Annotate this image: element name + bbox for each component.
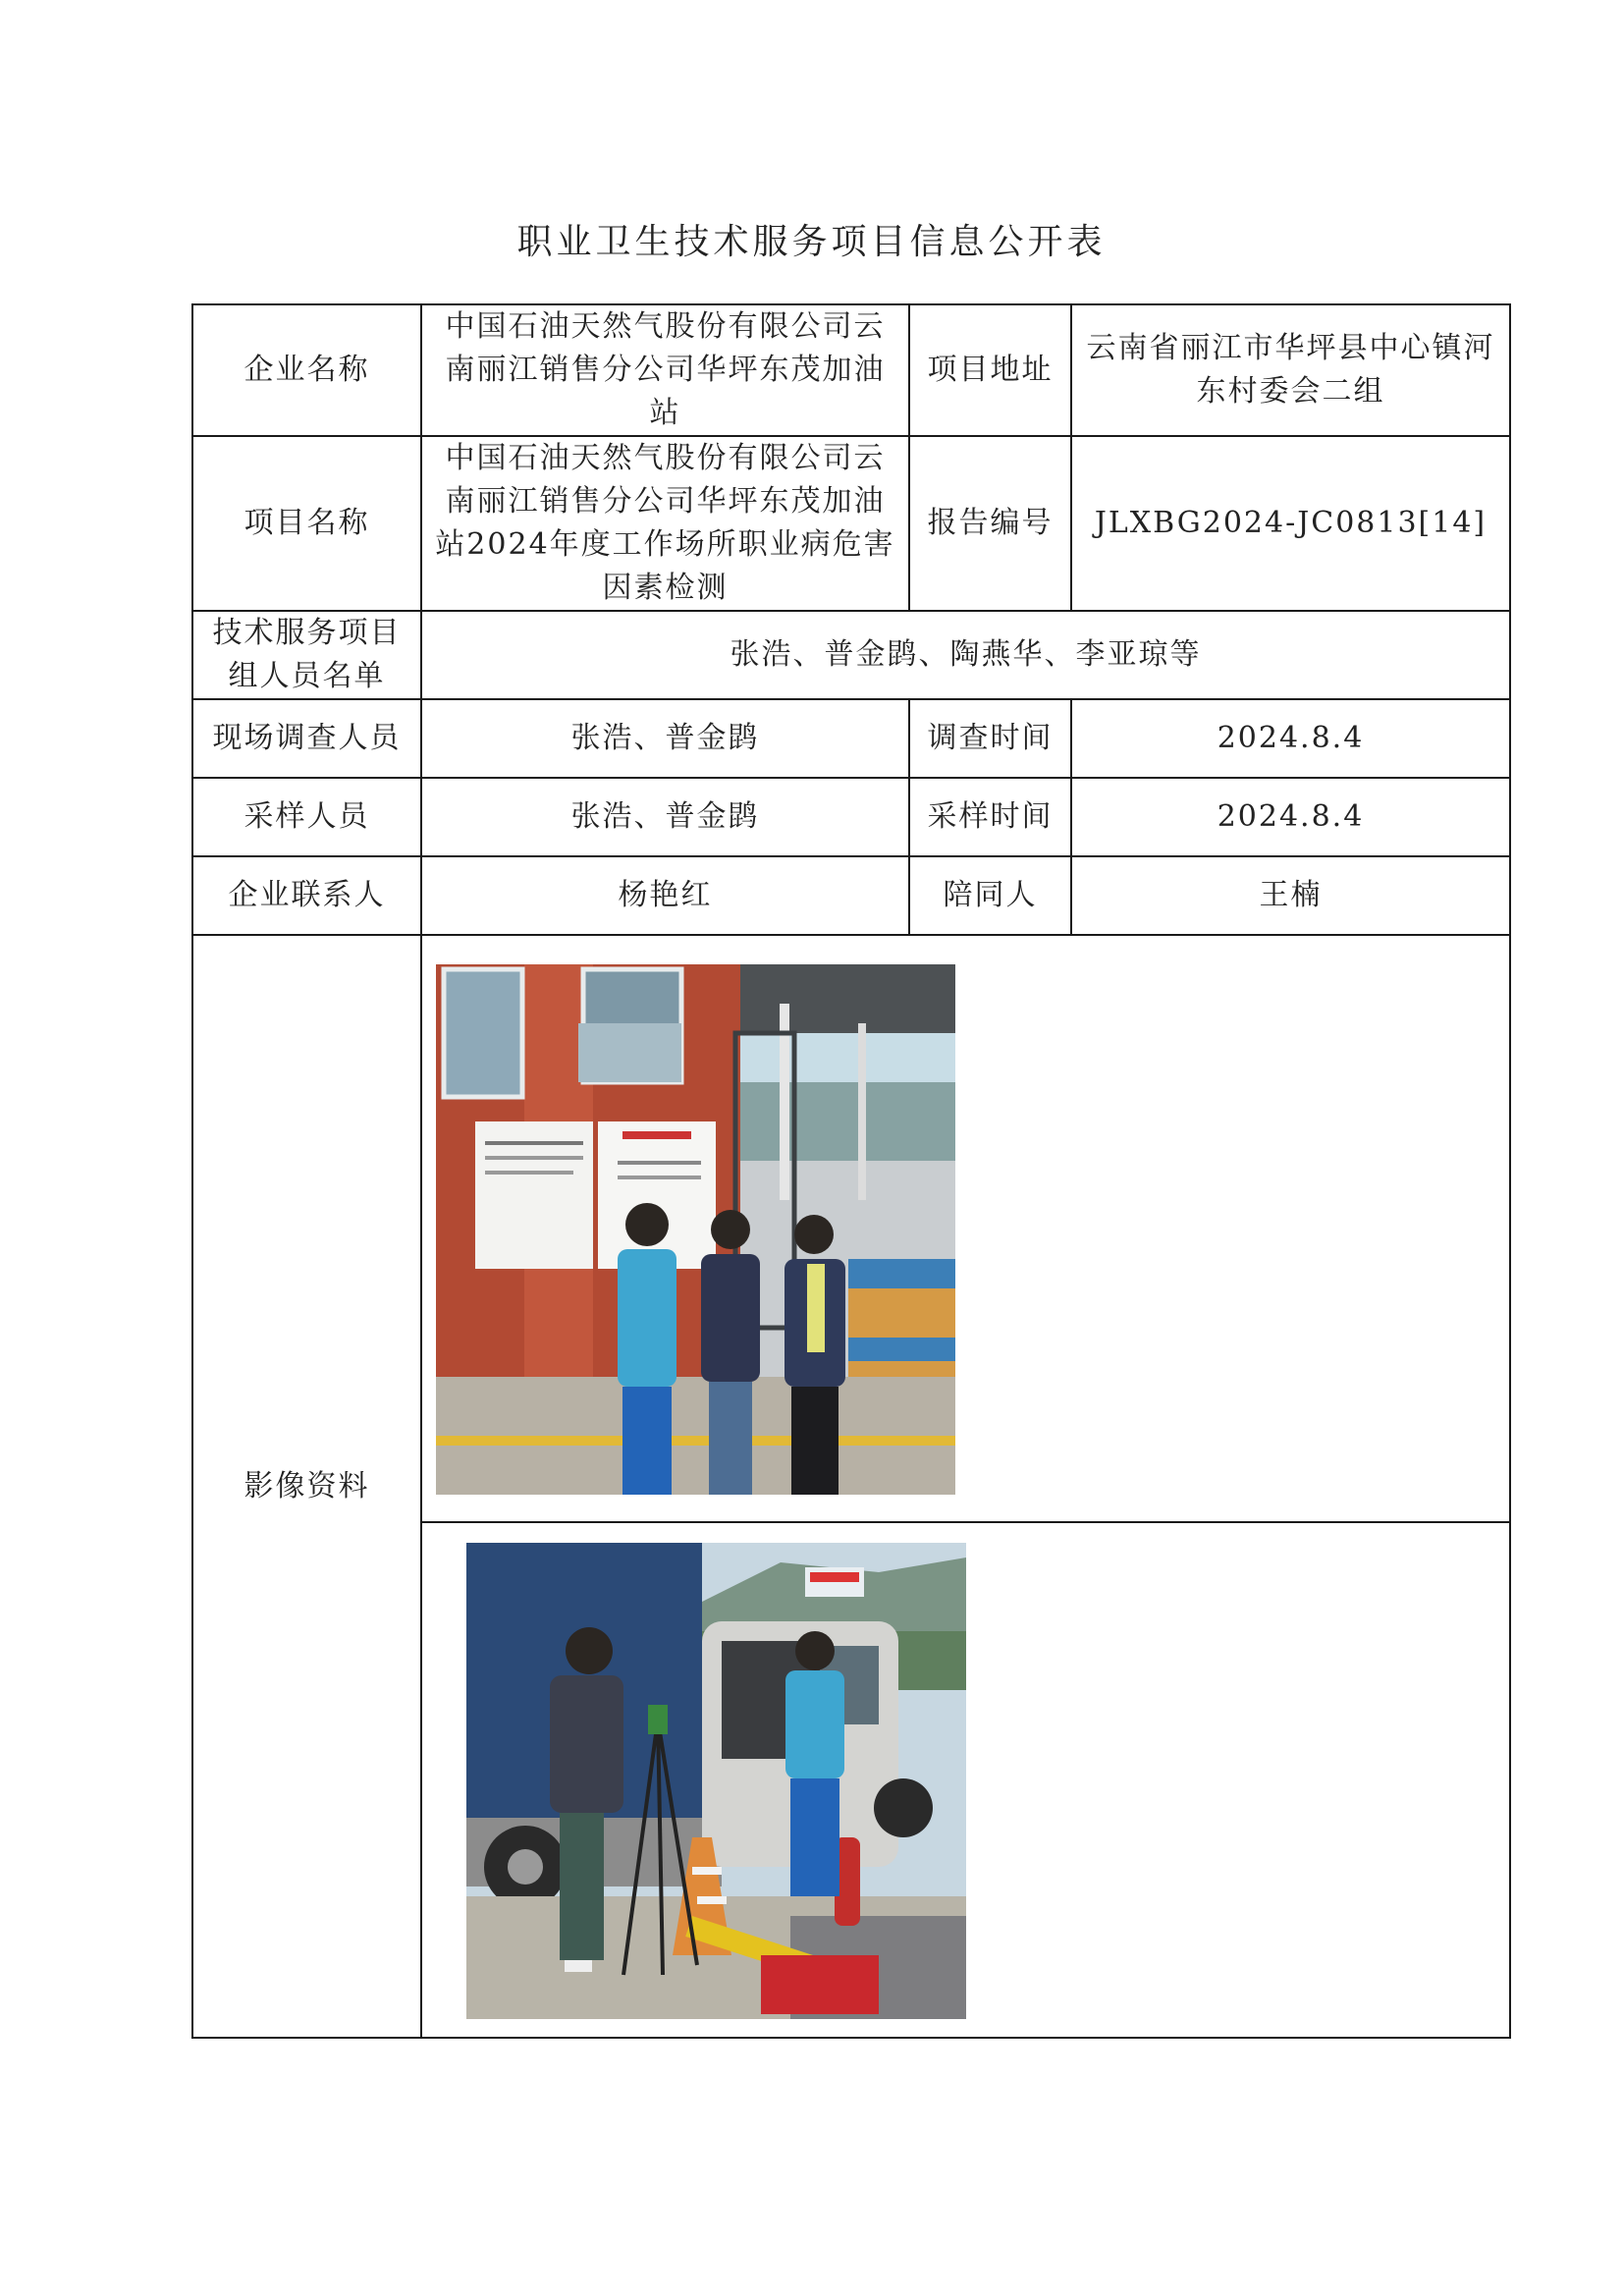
team-value: 张浩、普金鹍、陶燕华、李亚琼等 [421,611,1510,699]
survey-staff-label: 现场调查人员 [192,699,421,778]
row-survey [192,699,1510,778]
project-name-label: 项目名称 [192,436,421,611]
company-name-value: 中国石油天然气股份有限公司云南丽江销售分公司华坪东茂加油站 [421,304,909,436]
project-name-value: 中国石油天然气股份有限公司云南丽江销售分公司华坪东茂加油站2024年度工作场所职业病危害因素检测 [421,436,909,611]
project-address-label: 项目地址 [909,304,1071,436]
row-media-1 [192,935,1510,1522]
survey-staff-value: 张浩、普金鹍 [421,699,909,778]
report-number-value: JLXBG2024-JC0813[14] [1071,436,1510,611]
team-label: 技术服务项目组人员名单 [192,611,421,699]
info-table [191,303,1511,2039]
photo-cell-1 [421,935,1510,1522]
sampling-staff-value: 张浩、普金鹍 [421,778,909,856]
page-title: 职业卫生技术服务项目信息公开表 [516,222,1107,262]
row-company [192,304,1510,436]
row-contact [192,856,1510,935]
contact-label: 企业联系人 [192,856,421,935]
contact-value: 杨艳红 [421,856,909,935]
escort-label: 陪同人 [909,856,1071,935]
survey-time-value: 2024.8.4 [1071,699,1510,778]
sampling-time-label: 采样时间 [909,778,1071,856]
media-label: 影像资料 [192,935,421,2038]
escort-value: 王楠 [1071,856,1510,935]
photo-sampling-at-vehicle [466,1543,966,2019]
company-name-label: 企业名称 [192,304,421,436]
photo-cell-2 [421,1522,1510,2038]
sampling-time-value: 2024.8.4 [1071,778,1510,856]
row-project [192,436,1510,611]
photo-group-at-station [436,964,955,1495]
sampling-staff-label: 采样人员 [192,778,421,856]
report-number-label: 报告编号 [909,436,1071,611]
row-sampling [192,778,1510,856]
survey-time-label: 调查时间 [909,699,1071,778]
row-team [192,611,1510,699]
project-address-value: 云南省丽江市华坪县中心镇河东村委会二组 [1071,304,1510,436]
